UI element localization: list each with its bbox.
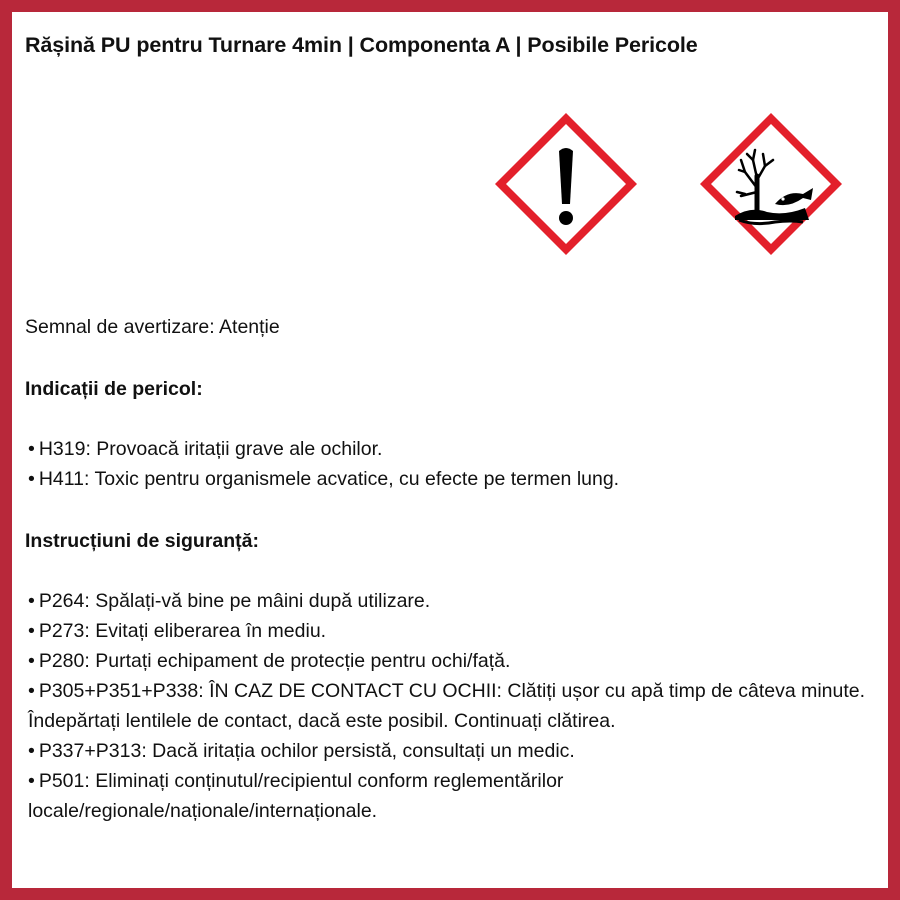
precaution-code: P264 :	[39, 590, 95, 612]
bullet: •	[28, 650, 35, 672]
precaution-code: P273 :	[39, 620, 95, 642]
bullet: •	[28, 590, 35, 612]
precaution-text: Dacă iritația ochilor persistă, consultați un medic.	[152, 740, 575, 762]
signal-word: Semnal de avertizare: Atenție	[25, 316, 280, 338]
precaution-text: ÎN CAZ DE CONTACT CU OCHII: Clătiți ușor cu apă timp de câteva minute. Îndepărtați lentilele de contact, dacă este posibil. Continuați clătirea.	[28, 680, 866, 732]
precaution-text: Purtați echipament de protecție pentru ochi/față.	[95, 650, 511, 672]
precautionary-statement	[25, 616, 885, 646]
environment-hazard-icon	[695, 108, 847, 260]
hazard-text: Toxic pentru organismele acvatice, cu efecte pe termen lung.	[94, 468, 620, 490]
exclamation-mark-icon	[490, 108, 642, 260]
hazard-statement	[25, 464, 885, 494]
precautionary-statement	[25, 586, 885, 616]
precaution-code: P305+P351+P338 :	[39, 680, 209, 702]
bullet: •	[28, 680, 35, 702]
precautionary-statement	[25, 646, 885, 676]
precautionary-statements-heading: Instrucțiuni de siguranță:	[25, 530, 260, 552]
label-content	[25, 312, 885, 826]
precautionary-statement	[25, 676, 885, 736]
bullet: •	[28, 770, 35, 792]
precaution-text: Spălați-vă bine pe mâini după utilizare.	[95, 590, 431, 612]
hazard-statements-heading: Indicații de pericol:	[25, 378, 203, 400]
bullet: •	[28, 620, 35, 642]
precautionary-statements-list	[25, 586, 885, 826]
precaution-code: P280 :	[39, 650, 95, 672]
hazard-statement	[25, 434, 885, 464]
precaution-text: Eliminați conținutul/recipientul conform reglementărilor locale/regionale/naționale/internaționale.	[28, 770, 564, 822]
bullet: •	[28, 740, 35, 762]
precaution-text: Evitați eliberarea în mediu.	[95, 620, 327, 642]
bullet: •	[28, 438, 35, 460]
hazard-code: H411 :	[39, 468, 95, 490]
hazard-statements-list	[25, 434, 885, 494]
hazard-text: Provoacă iritații grave ale ochilor.	[96, 438, 383, 460]
precautionary-statement	[25, 766, 885, 826]
hazard-code: H319 :	[39, 438, 96, 460]
bullet: •	[28, 468, 35, 490]
ghs-pictograms	[490, 108, 870, 278]
precautionary-statement	[25, 736, 885, 766]
precaution-code: P337+P313 :	[39, 740, 152, 762]
precaution-code: P501 :	[39, 770, 95, 792]
page-title: Rășină PU pentru Turnare 4min | Componenta A | Posibile Pericole	[25, 33, 698, 57]
